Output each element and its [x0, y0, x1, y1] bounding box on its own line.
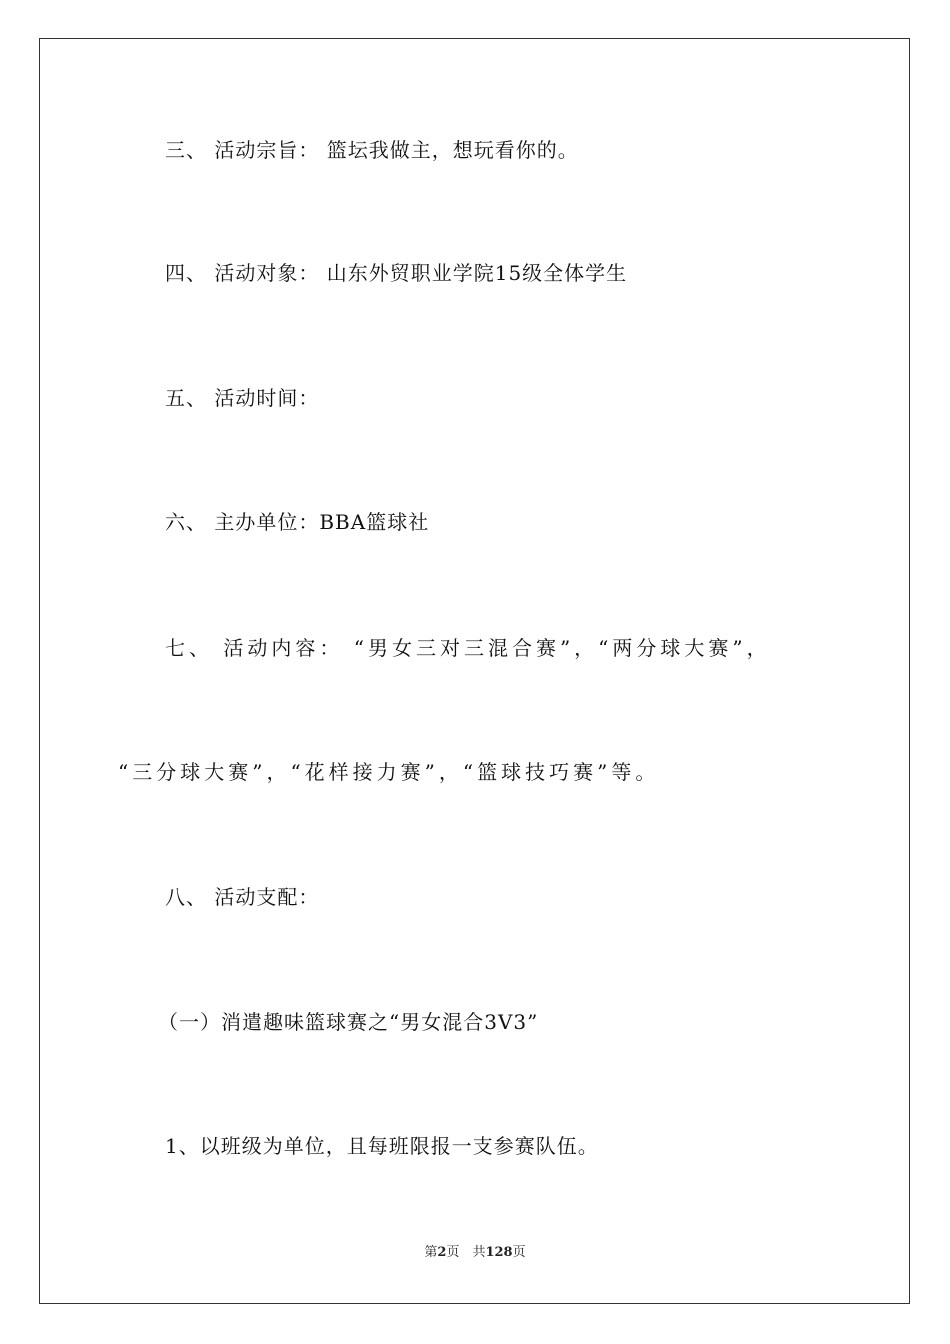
section-6-organizer: 六、 主办单位：BBA篮球社: [165, 510, 430, 534]
section-4-audience: 四、 活动对象： 山东外贸职业学院15级全体学生: [165, 261, 628, 285]
current-page-number: 2: [437, 1245, 447, 1260]
page-border: [39, 38, 910, 1304]
section-5-time: 五、 活动时间：: [165, 386, 320, 410]
page-footer: [0, 1244, 950, 1262]
section-3-purpose: 三、 活动宗旨： 篮坛我做主，想玩看你的。: [165, 138, 579, 162]
subsection-1-title: （一）消遣趣味篮球赛之“男女混合3V3”: [158, 1010, 539, 1034]
footer-prefix: 第: [424, 1245, 438, 1260]
rule-1: 1、以班级为单位，且每班限报一支参赛队伍。: [165, 1134, 599, 1158]
section-8-arrangement: 八、 活动支配：: [165, 885, 320, 909]
section-7-content-continued: “三分球大赛”，“花样接力赛”，“篮球技巧赛”等。: [118, 760, 660, 784]
footer-mid: 页 共: [446, 1245, 486, 1260]
section-7-content: 七、 活动内容： “男女三对三混合赛”，“两分球大赛”，: [165, 636, 771, 660]
total-pages-number: 128: [485, 1245, 513, 1260]
footer-suffix: 页: [512, 1245, 526, 1260]
